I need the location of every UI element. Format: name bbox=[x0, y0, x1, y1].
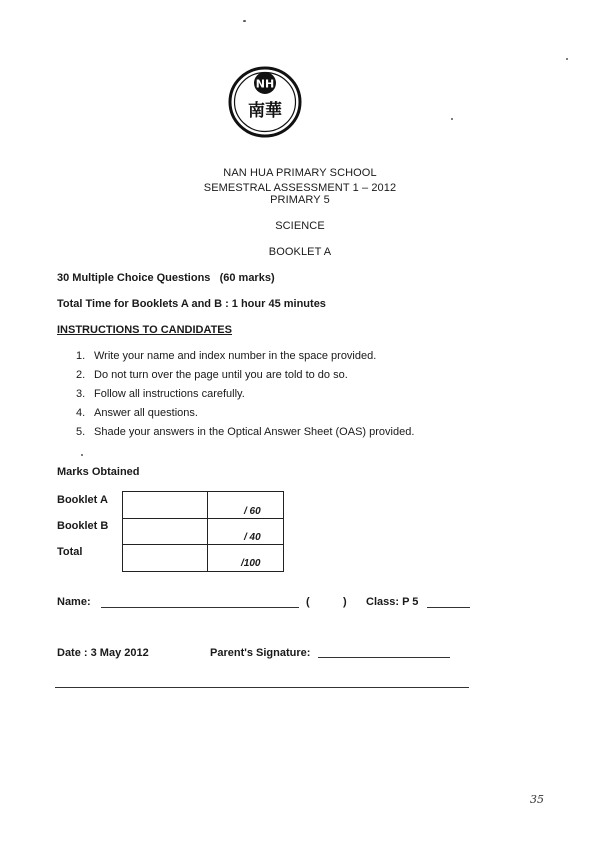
marks-heading: Marks Obtained bbox=[57, 466, 140, 478]
school-name: NAN HUA PRIMARY SCHOOL bbox=[223, 167, 377, 179]
signature-field[interactable] bbox=[318, 657, 450, 658]
instruction-text: Shade your answers in the Optical Answer Sheet (OAS) provided. bbox=[94, 426, 415, 438]
class-field[interactable] bbox=[427, 607, 470, 608]
instruction-number: 4. bbox=[76, 407, 86, 419]
marks-total-booklet-a: / 60 bbox=[244, 506, 261, 517]
instruction-number: 2. bbox=[76, 369, 86, 381]
marks-row-label: Booklet A bbox=[57, 494, 108, 506]
name-field[interactable] bbox=[101, 607, 299, 608]
signature-label: Parent's Signature: bbox=[210, 647, 311, 659]
date-text: Date : 3 May 2012 bbox=[57, 647, 149, 659]
instructions-heading: INSTRUCTIONS TO CANDIDATES bbox=[57, 324, 232, 336]
name-label: Name: bbox=[57, 596, 91, 608]
scan-speck bbox=[451, 118, 453, 120]
instruction-number: 1. bbox=[76, 350, 86, 362]
marks-table-divider bbox=[123, 518, 283, 519]
instructions-list bbox=[76, 350, 496, 445]
instruction-item bbox=[76, 407, 496, 426]
time-info: Total Time for Booklets A and B : 1 hour 45 minutes bbox=[57, 298, 326, 310]
instruction-text: Answer all questions. bbox=[94, 407, 198, 419]
subject-title: SCIENCE bbox=[275, 220, 325, 232]
school-logo bbox=[228, 66, 302, 138]
instruction-number: 3. bbox=[76, 388, 86, 400]
instruction-item bbox=[76, 350, 496, 369]
instruction-text: Follow all instructions carefully. bbox=[94, 388, 245, 400]
marks-table bbox=[122, 491, 284, 572]
marks-table-divider bbox=[123, 544, 283, 545]
scan-speck bbox=[243, 20, 246, 22]
questions-info: 30 Multiple Choice Questions (60 marks) bbox=[57, 272, 275, 284]
bottom-divider bbox=[55, 687, 469, 688]
booklet-title: BOOKLET A bbox=[268, 246, 332, 258]
index-paren-close: ) bbox=[343, 596, 347, 608]
marks-row-label: Booklet B bbox=[57, 520, 109, 532]
logo-chinese-name: 南華 bbox=[248, 101, 282, 121]
page-mark: 35 bbox=[530, 793, 544, 806]
assessment-title: SEMESTRAL ASSESSMENT 1 – 2012 bbox=[203, 182, 397, 194]
scan-speck bbox=[81, 454, 83, 456]
index-paren-open: ( bbox=[306, 596, 310, 608]
logo-initials: NH bbox=[255, 77, 275, 91]
instruction-item bbox=[76, 369, 496, 388]
scan-speck bbox=[566, 58, 568, 60]
instruction-text: Write your name and index number in the space provided. bbox=[94, 350, 377, 362]
marks-row-label: Total bbox=[57, 546, 83, 558]
instruction-number: 5. bbox=[76, 426, 86, 438]
class-label: Class: P 5 bbox=[366, 596, 419, 608]
marks-total-booklet-b: / 40 bbox=[244, 532, 261, 543]
instruction-text: Do not turn over the page until you are told to do so. bbox=[94, 369, 348, 381]
instruction-item bbox=[76, 426, 496, 445]
level-title: PRIMARY 5 bbox=[270, 194, 330, 206]
marks-table-divider bbox=[207, 492, 208, 571]
instruction-item bbox=[76, 388, 496, 407]
marks-total-overall: /100 bbox=[241, 558, 261, 569]
